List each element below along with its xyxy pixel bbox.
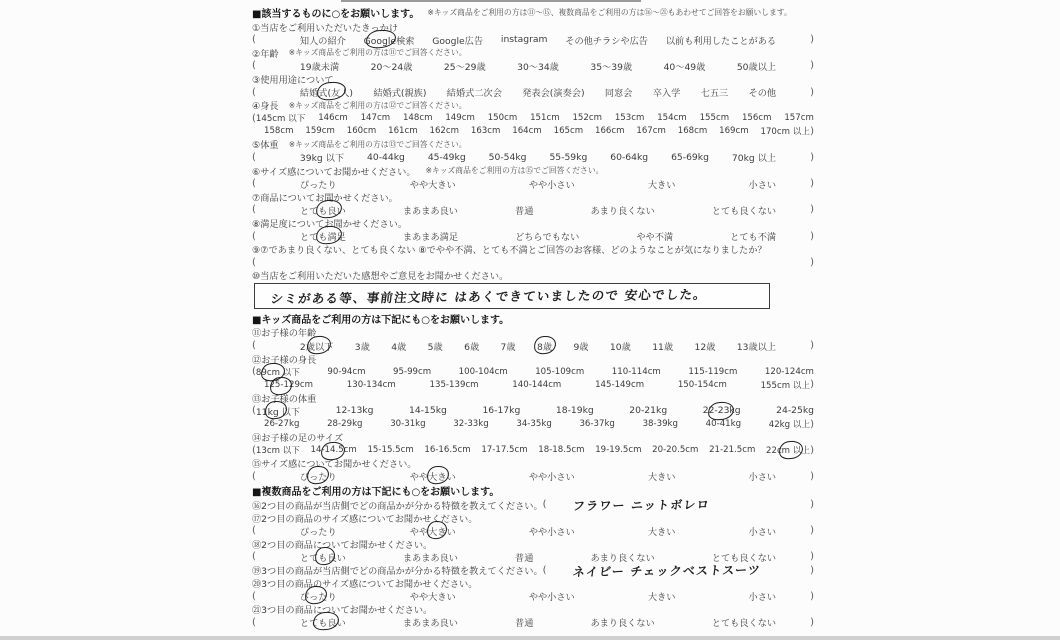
option: 70kg 以上: [731, 153, 777, 165]
bracket-open: (: [252, 590, 256, 602]
section-title-text: ■キッズ商品をご利用の方は下記にも○をお願いします。: [252, 314, 510, 326]
options: [256, 615, 810, 629]
option: あまり良くない: [590, 205, 655, 217]
option: 16-17kg: [482, 405, 521, 417]
options: [256, 404, 814, 418]
option: 147cm: [360, 113, 391, 124]
option: 166cm: [595, 126, 625, 137]
option-circled: 結婚式(友人): [300, 85, 353, 99]
options-row: [252, 339, 814, 352]
question-with-inline-answer: [252, 562, 814, 579]
option: あまり良くない: [590, 618, 655, 630]
bracket-open: (: [252, 525, 256, 537]
question-label: ⑦商品についてお聞かせください。: [252, 192, 398, 204]
options-row: [252, 418, 814, 431]
options-row: [252, 378, 814, 391]
option: 140-144cm: [512, 379, 562, 390]
option: 157cm: [784, 113, 814, 124]
option-circled: 22cm 以上: [766, 446, 810, 457]
option: 小さい: [748, 472, 777, 484]
option: 39kg 以下: [299, 153, 345, 165]
options: [256, 177, 810, 191]
question-label: ⑮サイズ感についてお聞かせください。: [252, 459, 417, 471]
option: 161cm: [388, 126, 418, 137]
option: 149cm: [445, 113, 475, 124]
option: 160cm: [346, 126, 377, 137]
option: 大きい: [647, 592, 676, 604]
option: 168cm: [677, 126, 708, 137]
option: 16-16.5cm: [424, 445, 471, 456]
option: 24-25kg: [776, 405, 814, 417]
question-note: ※キッズ商品をご利用の方は⑮でご回答ください。: [425, 166, 604, 176]
options: [256, 85, 810, 99]
options: [256, 229, 810, 243]
option: 13歳以上: [736, 341, 777, 353]
options-row: [252, 151, 814, 164]
question-note: ※キッズ商品をご利用の方は⑫でご回答ください。: [288, 100, 467, 110]
question-label-row: [252, 537, 814, 550]
option: 9歳: [573, 341, 589, 353]
question-label: ⑫お子様の身長: [252, 354, 317, 366]
question-label: ⑲3つ目の商品が当店側でどの商品かが分かる特徴を教えてください。: [252, 566, 543, 578]
option: やや大きい: [409, 592, 456, 604]
option: 11歳: [652, 341, 674, 353]
question-label: ④身長: [252, 101, 279, 113]
option: 26-27kg: [264, 419, 300, 430]
option: やや小さい: [528, 179, 575, 191]
option: ぴったり: [299, 179, 337, 191]
option: 115-119cm: [688, 366, 738, 377]
options-row: [252, 365, 814, 378]
option-circled: 2歳以下: [300, 339, 333, 353]
question-note: ※キッズ商品をご利用の方は⑬でご回答ください。: [288, 139, 467, 149]
option: 結婚式(親族): [373, 88, 427, 100]
option: 135-139cm: [429, 379, 479, 390]
option-circled: とても良い: [300, 203, 346, 217]
bracket-open: (: [252, 34, 256, 46]
options-row: [252, 616, 814, 629]
options-row: [252, 524, 814, 537]
option: 148cm: [402, 113, 433, 124]
option: Google広告: [432, 35, 484, 47]
question-note: ※キッズ商品をご利用の方は⑪でご回答ください。: [288, 48, 467, 58]
bracket-close: ): [810, 256, 814, 268]
option: 同窓会: [604, 88, 633, 100]
bracket-open: (: [252, 470, 256, 482]
question-label-row: [252, 72, 814, 85]
option: 19歳未満: [299, 61, 340, 73]
bracket-close: ): [810, 34, 814, 46]
option: 卒入学: [652, 88, 681, 100]
option: 3歳: [354, 341, 370, 353]
bracket-close: ): [810, 590, 814, 602]
question-label: ②年齢: [252, 48, 279, 60]
question-label-row: [252, 269, 814, 282]
question-label-row: [252, 603, 814, 616]
question-label-row: [252, 138, 814, 151]
question-label-row: [252, 431, 814, 444]
option: 20-21kg: [629, 405, 668, 417]
option: 151cm: [530, 113, 560, 124]
option: 18-19kg: [555, 405, 594, 417]
options-row: [252, 203, 814, 216]
option: 20〜24歳: [370, 61, 413, 73]
bracket-open: (: [252, 256, 256, 268]
options-row: [252, 590, 814, 603]
option: 知人の紹介: [299, 35, 346, 47]
option: やや不満: [636, 232, 674, 244]
option-circled: 89cm 以下: [255, 367, 300, 378]
bracket-close: ): [810, 230, 814, 242]
options: [256, 365, 814, 378]
option-circled: 125-129cm: [264, 379, 314, 390]
option: 38-39kg: [642, 419, 678, 430]
option: 七五三: [700, 88, 729, 100]
option: 普通: [515, 552, 534, 564]
option-circled: やや大きい: [410, 524, 456, 538]
option: 162cm: [429, 126, 459, 137]
option: ぴったり: [299, 526, 337, 538]
option: 18-18.5cm: [538, 445, 585, 456]
option: 19-19.5cm: [595, 445, 642, 456]
option: 30-31kg: [390, 419, 426, 430]
options-row: [252, 33, 814, 46]
option: 55-59kg: [549, 151, 588, 163]
bracket-open: (: [542, 499, 547, 511]
option: 45-49kg: [427, 151, 466, 163]
option: 36-37kg: [579, 419, 615, 430]
options: [256, 203, 810, 217]
question-label: ⑧満足度についてお聞かせください。: [252, 218, 408, 230]
option: 普通: [515, 618, 534, 630]
question-label-row: [252, 46, 814, 59]
option: 6歳: [464, 341, 480, 353]
bracket-open: (: [252, 551, 256, 563]
option-scribbled: 35〜39歳: [590, 61, 633, 73]
option-circled: やや大きい: [410, 469, 456, 483]
options-row: [252, 125, 814, 138]
bracket-close: ): [810, 551, 814, 563]
option: 90-94cm: [327, 366, 366, 377]
option: 小さい: [748, 592, 777, 604]
question-label: ⑪お子様の年齢: [252, 328, 317, 340]
scan-bottom-edge: [0, 636, 1060, 640]
question-label-row: [252, 457, 814, 470]
section-title-text: ■複数商品をご利用の方は下記にも○をお願いします。: [252, 487, 500, 498]
options-row: [252, 177, 814, 190]
option: とても良くない: [711, 552, 777, 564]
option: 105-109cm: [535, 366, 585, 377]
option: 12歳: [694, 341, 716, 353]
option: まあまあ良い: [402, 205, 458, 217]
option: 30〜34歳: [517, 61, 559, 73]
options: [256, 150, 810, 164]
option: 4歳: [391, 341, 407, 353]
question-label: ⑯2つ目の商品が当店側でどの商品かが分かる特徴を教えてください。: [252, 500, 543, 512]
options-row: [252, 444, 814, 457]
option: 大きい: [647, 472, 676, 484]
options-row: [252, 404, 814, 417]
options: [256, 59, 810, 73]
option: 170cm 以上: [760, 127, 810, 138]
options: [256, 33, 810, 47]
bracket-open: (: [252, 112, 256, 124]
option: 小さい: [748, 179, 777, 191]
option: 156cm: [741, 113, 772, 124]
options-row: [252, 85, 814, 98]
question-label-row: [252, 511, 814, 524]
option-circled: 14-14.5cm: [310, 445, 357, 456]
question-label-row: [252, 216, 814, 229]
option: 7歳: [500, 341, 516, 353]
question-label-row: [252, 164, 814, 177]
option-circled: とても良い: [300, 550, 346, 564]
options: [264, 125, 810, 138]
options-row: [252, 256, 814, 269]
option: 28-29kg: [327, 419, 363, 430]
option: 145-149cm: [595, 379, 645, 390]
option: 大きい: [647, 526, 676, 538]
option: 14-15kg: [409, 405, 447, 417]
question-label-row: [252, 577, 814, 590]
option: 5歳: [427, 341, 443, 353]
option: 40-41kg: [705, 419, 742, 430]
question-label: ⑨⑦であまり良くない、とても良くない ⑧でやや不満、とても不満とご回答のお客様、どのようなことが気になりましたか？: [252, 245, 767, 257]
option: 163cm: [470, 126, 501, 137]
question-label-row: [252, 352, 814, 365]
question-label: ⑭お子様の足のサイズ: [252, 433, 344, 445]
option: 小さい: [748, 526, 777, 538]
section-title-text: ■該当するものに○をお願いします。: [252, 9, 420, 20]
option: 100-104cm: [458, 366, 508, 377]
bracket-open: (: [252, 340, 256, 352]
option: 42kg 以上: [768, 420, 811, 431]
option: 13cm 以下: [255, 446, 300, 457]
option: 結婚式二次会: [446, 88, 502, 100]
option: 15-15.5cm: [367, 445, 414, 456]
survey-sheet: [252, 5, 814, 629]
bracket-close: ): [810, 204, 814, 216]
options: [256, 256, 810, 269]
bracket-open: (: [252, 178, 256, 190]
options: [256, 339, 810, 353]
question-label: ③使用用途について: [252, 74, 334, 86]
option: あまり良くない: [590, 552, 655, 564]
option: 169cm: [719, 126, 749, 137]
option: 120-124cm: [764, 366, 814, 377]
bracket-open: (: [542, 564, 547, 576]
options: [256, 444, 810, 457]
bracket-close: ): [810, 178, 814, 190]
option: やや大きい: [409, 179, 456, 191]
option-circled: 22-23kg: [702, 405, 741, 417]
comment-box: [254, 283, 770, 309]
option: 10歳: [609, 341, 631, 353]
option: 32-33kg: [453, 419, 489, 430]
option: 40〜49歳: [663, 61, 706, 73]
option: 165cm: [553, 126, 584, 137]
bracket-open: (: [252, 616, 256, 628]
bracket-open: (: [252, 151, 256, 163]
bracket-close: ): [810, 60, 814, 72]
option: 158cm: [264, 126, 294, 137]
question-label: ⑱2つ目の商品についてお聞かせください。: [252, 539, 433, 551]
bracket-open: (: [252, 60, 256, 72]
option: 50-54kg: [488, 151, 527, 163]
option: まあまあ良い: [402, 552, 458, 564]
bracket-close: ): [810, 470, 814, 482]
question-label-row: [252, 190, 814, 203]
bracket-close: ): [810, 418, 814, 430]
options-row: [252, 230, 814, 243]
section-title: [252, 311, 814, 326]
handwritten-answer: ネイビー チェックベストスーツ: [571, 562, 762, 579]
handwritten-comment: シミがある等、事前注文時に はあくできていましたので 安心でした。: [269, 286, 708, 307]
option: まあまあ良い: [402, 618, 458, 630]
section-note: ※キッズ商品をご利用の方は⑪〜⑮、複数商品をご利用の方は⑯〜㉑もあわせてご回答をお願いします。: [427, 8, 792, 17]
option: その他チラシや広告: [565, 35, 648, 47]
question-label: ⑬お子様の体重: [252, 393, 317, 405]
bracket-close: ): [810, 616, 814, 628]
option: 17-17.5cm: [481, 445, 528, 456]
options: [264, 378, 810, 391]
option: 145cm 以下: [255, 114, 306, 125]
option: 150cm: [487, 113, 518, 124]
option: 50歳以上: [736, 61, 777, 73]
option: その他: [748, 88, 777, 100]
option: instagram: [500, 34, 548, 46]
question-label: ⑥サイズ感についてお聞かせください。: [252, 166, 416, 178]
option: やや小さい: [528, 592, 575, 604]
option: 95-99cm: [393, 366, 432, 377]
option: とても良くない: [711, 618, 777, 630]
bracket-open: (: [252, 204, 256, 216]
option-circled: 8歳: [537, 339, 552, 353]
option: 130-134cm: [346, 379, 396, 390]
bracket-close: ): [810, 379, 814, 391]
option: 25〜29歳: [443, 61, 486, 73]
question-label-row: [252, 391, 814, 404]
option: 150-154cm: [677, 379, 727, 390]
options: [256, 524, 810, 538]
option: 153cm: [614, 113, 645, 124]
question-label-row: [252, 243, 814, 256]
question-label: ㉑3つ目の商品についてお聞かせください。: [252, 605, 433, 617]
bracket-close: ): [810, 86, 814, 98]
option: 普通: [515, 205, 534, 217]
option: 110-114cm: [611, 366, 661, 377]
bracket-open: (: [252, 444, 256, 456]
option: 20-20.5cm: [652, 445, 699, 456]
page-top-edge-line: [341, 0, 641, 2]
option: 167cm: [636, 126, 666, 137]
option: とても良くない: [711, 205, 777, 217]
option: 大きい: [647, 179, 676, 191]
option: 154cm: [657, 113, 687, 124]
options-row: [252, 470, 814, 483]
question-label: ⑰2つ目の商品のサイズ感についてお聞かせください。: [252, 513, 478, 525]
options-row: [252, 59, 814, 72]
question-label: ①当店をご利用いただいたきっかけ: [252, 22, 399, 34]
handwritten-answer: フラワー ニットボレロ: [571, 497, 711, 514]
option: 40-44kg: [367, 151, 405, 163]
question-label: ⑩当店をご利用いただいた感想やご意見をお聞かせください。: [252, 271, 509, 283]
option: 以前も利用したことがある: [665, 35, 777, 47]
options: [256, 589, 810, 603]
option: 152cm: [572, 113, 602, 124]
option: どちらでもない: [515, 232, 580, 244]
option: 155cm 以上: [760, 380, 811, 391]
question-label: ⑳3つ目の商品のサイズ感についてお聞かせください。: [252, 579, 478, 591]
section-title: [252, 5, 814, 20]
bracket-close: ): [810, 499, 814, 511]
option: 12-13kg: [335, 405, 374, 417]
option: 155cm: [699, 113, 730, 124]
question-label-row: [252, 20, 814, 33]
option: 65-69kg: [671, 151, 709, 163]
option: 146cm: [318, 113, 348, 124]
option-circled: とても満足: [300, 229, 346, 243]
bracket-open: (: [252, 405, 256, 417]
bracket-close: ): [810, 564, 814, 576]
bracket-close: ): [810, 125, 814, 137]
option-circled: ぴったり: [300, 589, 337, 603]
option-circled: Google検索: [364, 33, 415, 47]
question-label-row: [252, 326, 814, 339]
option-circled: とても良い: [300, 615, 346, 629]
option-circled: ぴったり: [300, 469, 337, 483]
bracket-close: ): [810, 525, 814, 537]
option: やや小さい: [528, 526, 575, 538]
bracket-open: (: [252, 86, 256, 98]
option: 34-35kg: [516, 419, 552, 430]
option: 21-21.5cm: [709, 445, 756, 456]
options: [256, 469, 810, 483]
question-with-inline-answer: [252, 497, 814, 514]
option: 発表会(演奏会): [522, 88, 585, 100]
bracket-close: ): [810, 444, 814, 456]
option: 159cm: [305, 126, 335, 137]
options-row: [252, 112, 814, 125]
bracket-close: ): [810, 151, 814, 163]
bracket-close: ): [810, 340, 814, 352]
options: [264, 418, 810, 431]
option: やや小さい: [528, 472, 575, 484]
question-label-row: [252, 99, 814, 112]
option: まあまあ満足: [402, 232, 459, 244]
options: [256, 112, 814, 125]
question-label: ⑤体重: [252, 140, 279, 152]
bracket-open: (: [252, 366, 256, 378]
option-circled: 11kg 以下: [256, 404, 300, 418]
option: 164cm: [512, 126, 542, 137]
bracket-open: (: [252, 230, 256, 242]
option: 60-64kg: [610, 151, 649, 163]
option: とても不満: [730, 232, 777, 244]
